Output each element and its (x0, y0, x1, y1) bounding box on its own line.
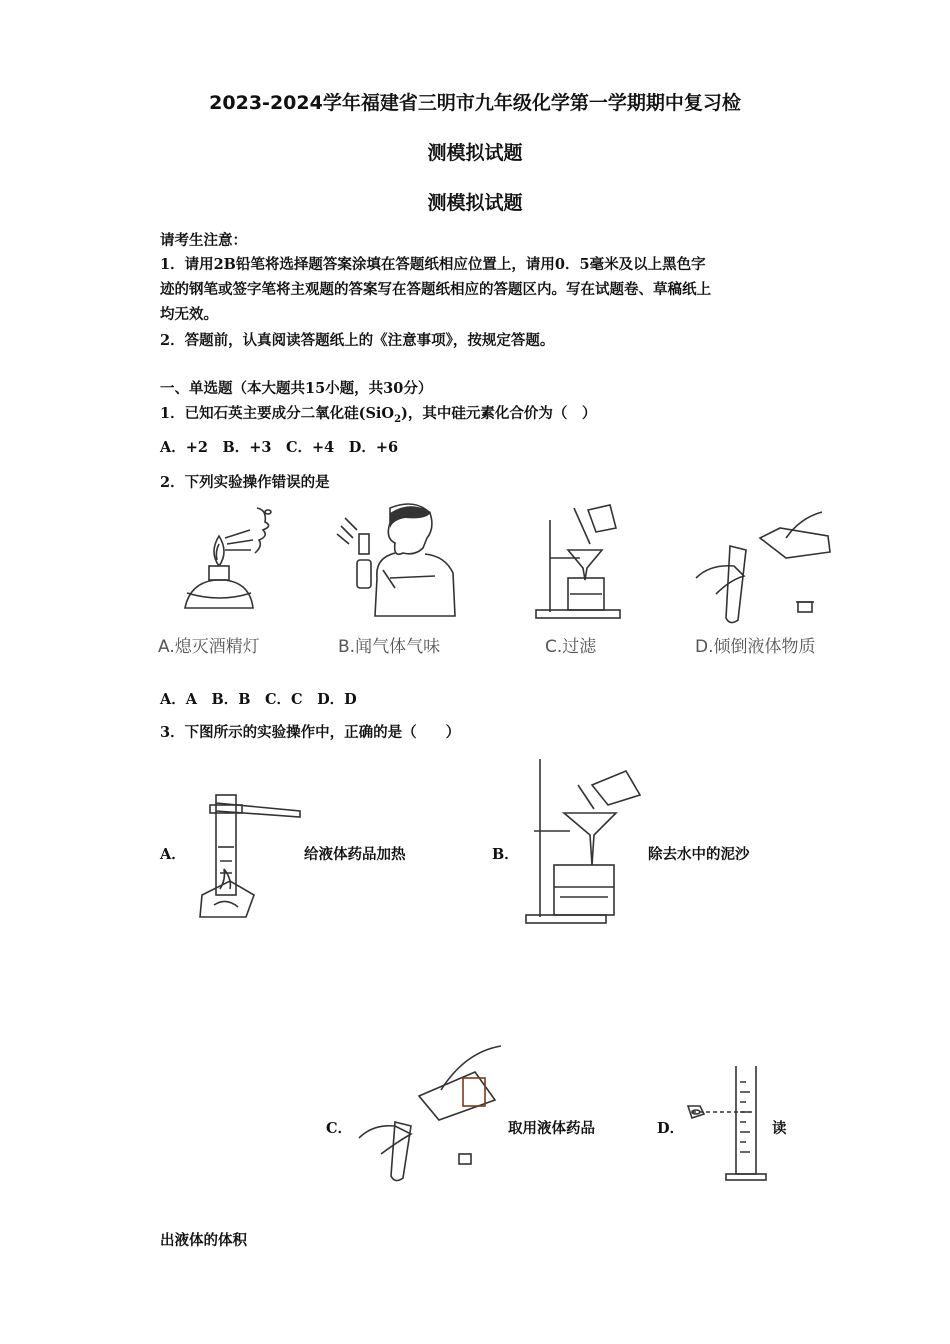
q2-figure-a (175, 498, 285, 623)
q2-stem: 2．下列实验操作错误的是 (160, 474, 330, 491)
doc-title-line2: 测模拟试题 (427, 142, 523, 164)
notice-heading: 请考生注意： (160, 232, 247, 249)
q2-caption-b: B.闻气体气味 (338, 637, 441, 657)
notice-item1-a: 1．请用2B铅笔将选择题答案涂填在答题纸相应位置上，请用0．5毫米及以上黑色字 (160, 256, 706, 273)
q2-figure-b (335, 498, 460, 623)
q3-d-label: D． (657, 1120, 685, 1137)
q2-caption-c: C.过滤 (545, 637, 597, 657)
doc-title-line1: 2023-2024学年福建省三明市九年级化学第一学期期中复习检 (209, 92, 741, 114)
q1-stem: 1．已知石英主要成分二氧化硅(SiO$_2$)，其中硅元素化合价为（ ） (160, 405, 597, 425)
q2-caption-d: D.倾倒液体物质 (695, 637, 816, 657)
q2-figure-c (530, 500, 630, 620)
q3-a-label: A． (160, 846, 186, 863)
notice-item2: 2．答题前，认真阅读答题纸上的《注意事项》，按规定答题。 (160, 332, 555, 349)
notice-item1-b: 迹的钢笔或签字笔将主观题的答案写在答题纸相应的答题区内。写在试题卷、草稿纸上 (160, 281, 711, 298)
doc-title-line3: 测模拟试题 (427, 192, 523, 214)
q3-a-text: 给液体药品加热 (304, 846, 406, 863)
q3-stem: 3．下图所示的实验操作中，正确的是（ ） (160, 724, 461, 741)
q3-c-text: 取用液体药品 (508, 1120, 595, 1137)
q3-b-text: 除去水中的泥沙 (648, 846, 750, 863)
q2-figure-d (690, 498, 840, 628)
q2-caption-a: A.熄灭酒精灯 (158, 637, 260, 657)
q3-d-text-2: 出液体的体积 (160, 1232, 247, 1249)
q3-figure-c (355, 1042, 505, 1182)
q3-figure-b (520, 755, 645, 927)
notice-item1-c: 均无效。 (160, 306, 218, 323)
q2-options: A．A B．B C．C D．D (160, 691, 357, 708)
q3-c-label: C． (326, 1120, 353, 1137)
q3-figure-a (190, 785, 305, 925)
q3-b-label: B． (492, 846, 519, 863)
q1-options: A．+2 B．+3 C．+4 D．+6 (160, 439, 399, 456)
q3-figure-d (684, 1062, 774, 1184)
q3-d-text-1: 读 (772, 1120, 787, 1137)
section-heading: 一、单选题（本大题共15小题，共30分） (160, 380, 433, 397)
